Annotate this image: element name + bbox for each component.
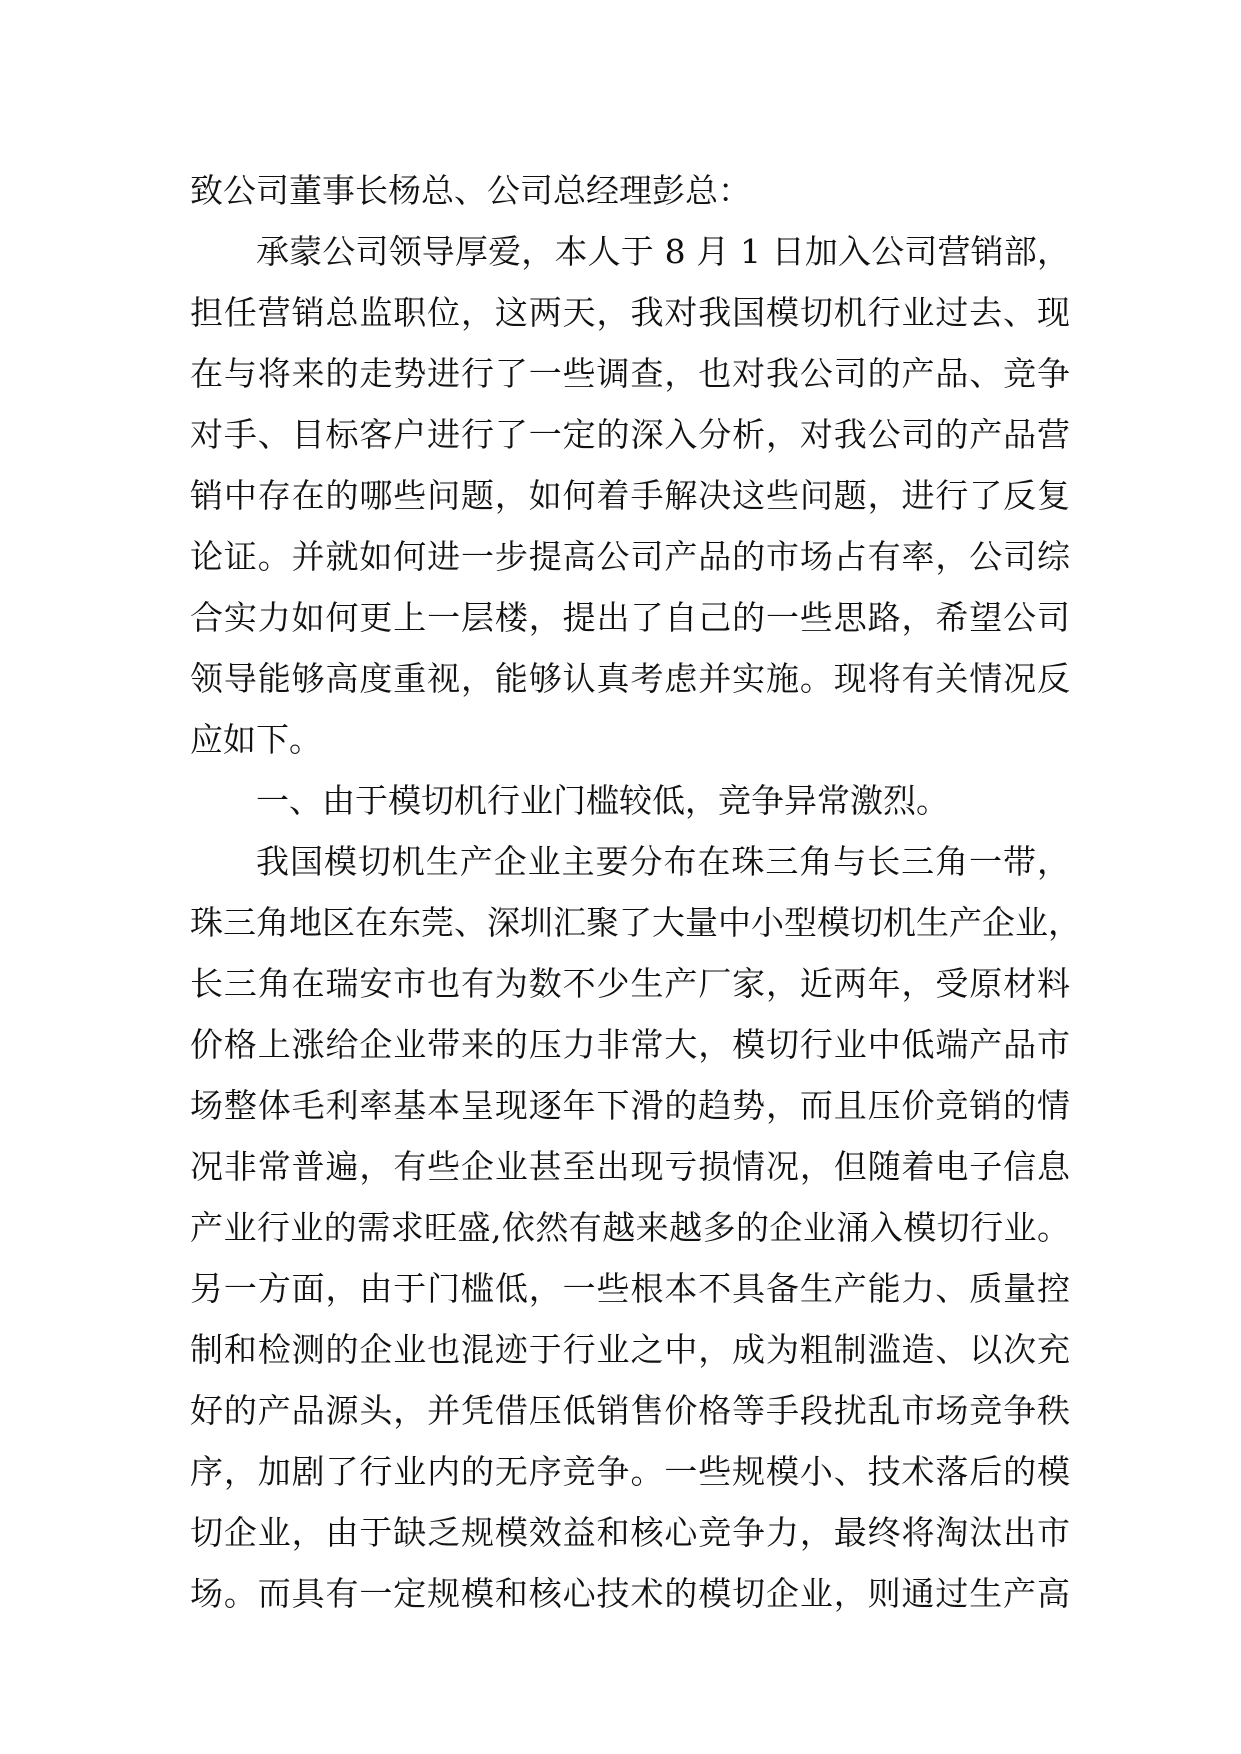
text-line: 领导能够高度重视，能够认真考虑并实施。现将有关情况反 [190, 659, 1070, 698]
text-line: 珠三角地区在东莞、深圳汇聚了大量中小型模切机生产企业， [190, 903, 1081, 942]
text-line: 况非常普遍，有些企业甚至出现亏损情况，但随着电子信息 [190, 1147, 1070, 1186]
paragraph-competition [190, 831, 1081, 1624]
letter-body [190, 160, 1081, 1624]
text-line: 产业行业的需求旺盛,依然有越来越多的企业涌入模切行业。 [190, 1208, 1070, 1247]
paragraph-intro [190, 221, 1070, 770]
text-line: 切企业，由于缺乏规模效益和核心竞争力，最终将淘汰出市 [190, 1513, 1070, 1552]
text-line: 担任营销总监职位，这两天，我对我国模切机行业过去、现 [190, 293, 1070, 332]
text-line: 长三角在瑞安市也有为数不少生产厂家，近两年，受原材料 [190, 964, 1070, 1003]
text-line: 合实力如何更上一层楼，提出了自己的一些思路，希望公司 [190, 598, 1070, 637]
text-line: 序，加剧了行业内的无序竞争。一些规模小、技术落后的模 [190, 1452, 1070, 1491]
text-line: 另一方面，由于门槛低，一些根本不具备生产能力、质量控 [190, 1269, 1070, 1308]
text-line: 承蒙公司领导厚爱，本人于 8 月 1 日加入公司营销部， [256, 232, 1070, 271]
text-line: 好的产品源头，并凭借压低销售价格等手段扰乱市场竞争秩 [190, 1391, 1070, 1430]
text-line: 场整体毛利率基本呈现逐年下滑的趋势，而且压价竞销的情 [190, 1086, 1070, 1125]
text-line: 场。而具有一定规模和核心技术的模切企业，则通过生产高 [190, 1574, 1070, 1613]
text-line: 价格上涨给企业带来的压力非常大，模切行业中低端产品市 [190, 1025, 1070, 1064]
text-line: 对手、目标客户进行了一定的深入分析，对我公司的产品营 [190, 415, 1070, 454]
text-line: 在与将来的走势进行了一些调查，也对我公司的产品、竞争 [190, 354, 1070, 393]
text-line: 制和检测的企业也混迹于行业之中，成为粗制滥造、以次充 [190, 1330, 1070, 1369]
text-line: 应如下。 [190, 720, 322, 759]
section-heading: 一、由于模切机行业门槛较低，竞争异常激烈。 [256, 781, 949, 820]
text-line: 我国模切机生产企业主要分布在珠三角与长三角一带， [256, 842, 1070, 881]
text-line: 销中存在的哪些问题，如何着手解决这些问题，进行了反复 [190, 476, 1070, 515]
salutation: 致公司董事长杨总、公司总经理彭总： [190, 171, 751, 210]
text-line: 论证。并就如何进一步提高公司产品的市场占有率，公司综 [190, 537, 1070, 576]
